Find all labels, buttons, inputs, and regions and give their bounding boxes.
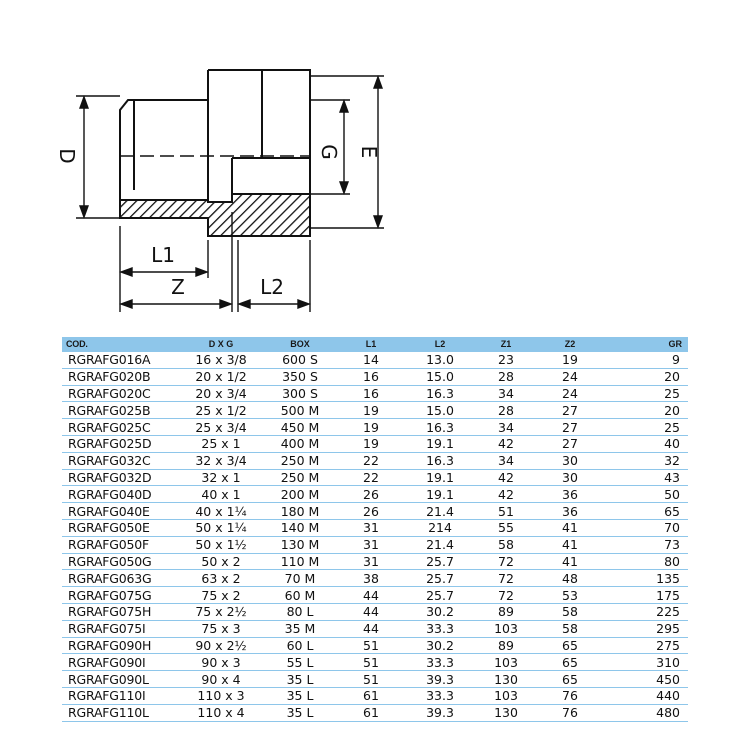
cell-z2: 48 [538,570,602,587]
cell-z1: 42 [474,486,538,503]
cell-box: 400 M [264,435,336,452]
cell-l2: 33.3 [406,654,474,671]
cell-code: RGRAFG040E [62,503,178,520]
cell-l2: 21.4 [406,536,474,553]
table-row [62,536,688,553]
cell-l2: 19.1 [406,486,474,503]
cell-code: RGRAFG090L [62,671,178,688]
cell-z1: 55 [474,519,538,536]
cell-l2: 214 [406,519,474,536]
cell-box: 35 L [264,704,336,721]
col-header-box: BOX [264,337,336,352]
cell-code: RGRAFG090I [62,654,178,671]
table-row [62,368,688,385]
cell-box: 60 L [264,637,336,654]
cell-dxg: 50 x 1½ [178,536,264,553]
cell-z2: 24 [538,368,602,385]
cell-dxg: 25 x 1/2 [178,402,264,419]
cell-code: RGRAFG063G [62,570,178,587]
cell-z2: 27 [538,419,602,436]
hatched-wall-section [120,194,310,236]
cell-gr: 80 [602,553,688,570]
cell-z2: 41 [538,536,602,553]
table-row [62,637,688,654]
cell-code: RGRAFG050E [62,519,178,536]
cell-l1: 22 [336,469,406,486]
cell-z2: 65 [538,654,602,671]
cell-l1: 26 [336,503,406,520]
cell-gr: 25 [602,385,688,402]
table-row [62,553,688,570]
cell-l2: 13.0 [406,352,474,369]
cell-dxg: 40 x 1 [178,486,264,503]
cell-l2: 25.7 [406,553,474,570]
cell-l2: 30.2 [406,637,474,654]
cell-z2: 27 [538,435,602,452]
table-row [62,620,688,637]
table-row [62,570,688,587]
cell-l1: 14 [336,352,406,369]
cell-z1: 72 [474,570,538,587]
cell-z1: 72 [474,587,538,604]
cell-gr: 310 [602,654,688,671]
col-header-z1: Z1 [474,337,538,352]
cell-dxg: 75 x 2 [178,587,264,604]
cell-l2: 19.1 [406,435,474,452]
label-l1: L1 [151,243,175,267]
table-row [62,402,688,419]
cell-box: 35 L [264,687,336,704]
cell-dxg: 110 x 3 [178,687,264,704]
table-row [62,587,688,604]
table-row [62,654,688,671]
col-header-z2: Z2 [538,337,602,352]
cell-z2: 24 [538,385,602,402]
cell-box: 140 M [264,519,336,536]
cell-l1: 31 [336,536,406,553]
cell-code: RGRAFG025C [62,419,178,436]
cell-gr: 20 [602,368,688,385]
cell-l2: 39.3 [406,704,474,721]
cell-l2: 19.1 [406,469,474,486]
cell-z1: 23 [474,352,538,369]
cell-z1: 58 [474,536,538,553]
cell-z2: 53 [538,587,602,604]
table-row [62,687,688,704]
cell-code: RGRAFG016A [62,352,178,369]
cell-box: 80 L [264,603,336,620]
cell-z1: 103 [474,654,538,671]
cell-l1: 51 [336,654,406,671]
cell-z1: 28 [474,402,538,419]
cell-code: RGRAFG110L [62,704,178,721]
cell-z1: 130 [474,671,538,688]
cell-box: 500 M [264,402,336,419]
cell-l1: 31 [336,519,406,536]
cell-l2: 16.3 [406,452,474,469]
cell-dxg: 75 x 3 [178,620,264,637]
cell-box: 60 M [264,587,336,604]
specification-table [62,337,688,722]
table-row [62,503,688,520]
cell-gr: 440 [602,687,688,704]
fitting-technical-drawing [0,0,750,330]
cell-l2: 21.4 [406,503,474,520]
cell-l2: 30.2 [406,603,474,620]
cell-box: 600 S [264,352,336,369]
table-row [62,385,688,402]
cell-gr: 40 [602,435,688,452]
cell-gr: 50 [602,486,688,503]
cell-box: 250 M [264,452,336,469]
cell-z1: 42 [474,435,538,452]
cell-z1: 34 [474,385,538,402]
cell-l1: 44 [336,587,406,604]
dimension-l1 [120,226,208,312]
table-row [62,452,688,469]
cell-l1: 61 [336,704,406,721]
cell-gr: 135 [602,570,688,587]
cell-z2: 65 [538,671,602,688]
cell-l2: 16.3 [406,419,474,436]
cell-l1: 19 [336,435,406,452]
cell-dxg: 90 x 2½ [178,637,264,654]
cell-dxg: 75 x 2½ [178,603,264,620]
cell-dxg: 25 x 3/4 [178,419,264,436]
cell-z1: 89 [474,637,538,654]
cell-l2: 33.3 [406,620,474,637]
cell-code: RGRAFG032C [62,452,178,469]
cell-l1: 19 [336,402,406,419]
cell-code: RGRAFG020C [62,385,178,402]
table-row [62,486,688,503]
cell-gr: 450 [602,671,688,688]
label-g: G [317,144,341,160]
cell-z2: 76 [538,704,602,721]
cell-z2: 36 [538,503,602,520]
cell-gr: 295 [602,620,688,637]
cell-code: RGRAFG025D [62,435,178,452]
table-body [62,352,688,722]
cell-l1: 31 [336,553,406,570]
cell-l1: 26 [336,486,406,503]
cell-box: 300 S [264,385,336,402]
cell-dxg: 16 x 3/8 [178,352,264,369]
cell-l1: 38 [336,570,406,587]
cell-code: RGRAFG050G [62,553,178,570]
table-row [62,519,688,536]
table-row [62,704,688,721]
cell-box: 350 S [264,368,336,385]
col-header-l1: L1 [336,337,406,352]
cell-z1: 130 [474,704,538,721]
cell-l1: 51 [336,637,406,654]
cell-code: RGRAFG110I [62,687,178,704]
label-d: D [55,148,79,164]
cell-gr: 275 [602,637,688,654]
cell-z1: 42 [474,469,538,486]
label-z: Z [171,275,185,299]
cell-dxg: 50 x 1¼ [178,519,264,536]
cell-code: RGRAFG020B [62,368,178,385]
cell-dxg: 110 x 4 [178,704,264,721]
cell-l2: 25.7 [406,587,474,604]
cell-l1: 16 [336,368,406,385]
cell-gr: 25 [602,419,688,436]
cell-dxg: 25 x 1 [178,435,264,452]
cell-dxg: 50 x 2 [178,553,264,570]
cell-code: RGRAFG050F [62,536,178,553]
table-row [62,435,688,452]
cell-z2: 27 [538,402,602,419]
cell-l1: 16 [336,385,406,402]
cell-code: RGRAFG075I [62,620,178,637]
label-l2: L2 [260,275,284,299]
cell-dxg: 63 x 2 [178,570,264,587]
cell-code: RGRAFG040D [62,486,178,503]
cell-z1: 103 [474,687,538,704]
cell-z2: 30 [538,452,602,469]
cell-l2: 16.3 [406,385,474,402]
cell-box: 250 M [264,469,336,486]
cell-l1: 44 [336,620,406,637]
cell-z2: 30 [538,469,602,486]
cell-box: 35 L [264,671,336,688]
cell-box: 35 M [264,620,336,637]
cell-dxg: 90 x 3 [178,654,264,671]
cell-gr: 43 [602,469,688,486]
table-row [62,671,688,688]
cell-code: RGRAFG025B [62,402,178,419]
cell-code: RGRAFG090H [62,637,178,654]
cell-dxg: 40 x 1¼ [178,503,264,520]
cell-gr: 225 [602,603,688,620]
cell-box: 180 M [264,503,336,520]
cell-dxg: 20 x 3/4 [178,385,264,402]
cell-z2: 19 [538,352,602,369]
cell-l2: 39.3 [406,671,474,688]
cell-z2: 41 [538,553,602,570]
cell-z2: 76 [538,687,602,704]
cell-box: 200 M [264,486,336,503]
cell-gr: 175 [602,587,688,604]
cell-dxg: 32 x 3/4 [178,452,264,469]
cell-gr: 32 [602,452,688,469]
col-header-code: COD. [62,337,178,352]
cell-l1: 22 [336,452,406,469]
cell-box: 55 L [264,654,336,671]
cell-l1: 61 [336,687,406,704]
cell-z1: 34 [474,419,538,436]
cell-gr: 9 [602,352,688,369]
cell-gr: 65 [602,503,688,520]
cell-dxg: 90 x 4 [178,671,264,688]
table-row [62,603,688,620]
cell-gr: 480 [602,704,688,721]
cell-l1: 51 [336,671,406,688]
cell-z2: 58 [538,603,602,620]
table-row [62,419,688,436]
cell-z1: 103 [474,620,538,637]
cell-z2: 41 [538,519,602,536]
col-header-gr: GR [602,337,688,352]
table-row [62,469,688,486]
cell-dxg: 32 x 1 [178,469,264,486]
cell-box: 110 M [264,553,336,570]
cell-code: RGRAFG075H [62,603,178,620]
cell-code: RGRAFG075G [62,587,178,604]
col-header-dxg: D X G [178,337,264,352]
cell-code: RGRAFG032D [62,469,178,486]
cell-z2: 65 [538,637,602,654]
cell-box: 70 M [264,570,336,587]
cell-z2: 36 [538,486,602,503]
cell-z2: 58 [538,620,602,637]
cell-l2: 25.7 [406,570,474,587]
label-e: E [357,145,381,159]
cell-dxg: 20 x 1/2 [178,368,264,385]
cell-z1: 72 [474,553,538,570]
cell-box: 130 M [264,536,336,553]
cell-l2: 33.3 [406,687,474,704]
cell-box: 450 M [264,419,336,436]
table-header-row [62,337,688,352]
cell-z1: 34 [474,452,538,469]
cell-z1: 51 [474,503,538,520]
dimension-d [76,96,120,218]
cell-gr: 20 [602,402,688,419]
col-header-l2: L2 [406,337,474,352]
table-row [62,352,688,369]
cell-gr: 73 [602,536,688,553]
cell-z1: 89 [474,603,538,620]
cell-l1: 19 [336,419,406,436]
cell-gr: 70 [602,519,688,536]
cell-z1: 28 [474,368,538,385]
cell-l2: 15.0 [406,402,474,419]
cell-l1: 44 [336,603,406,620]
cell-l2: 15.0 [406,368,474,385]
